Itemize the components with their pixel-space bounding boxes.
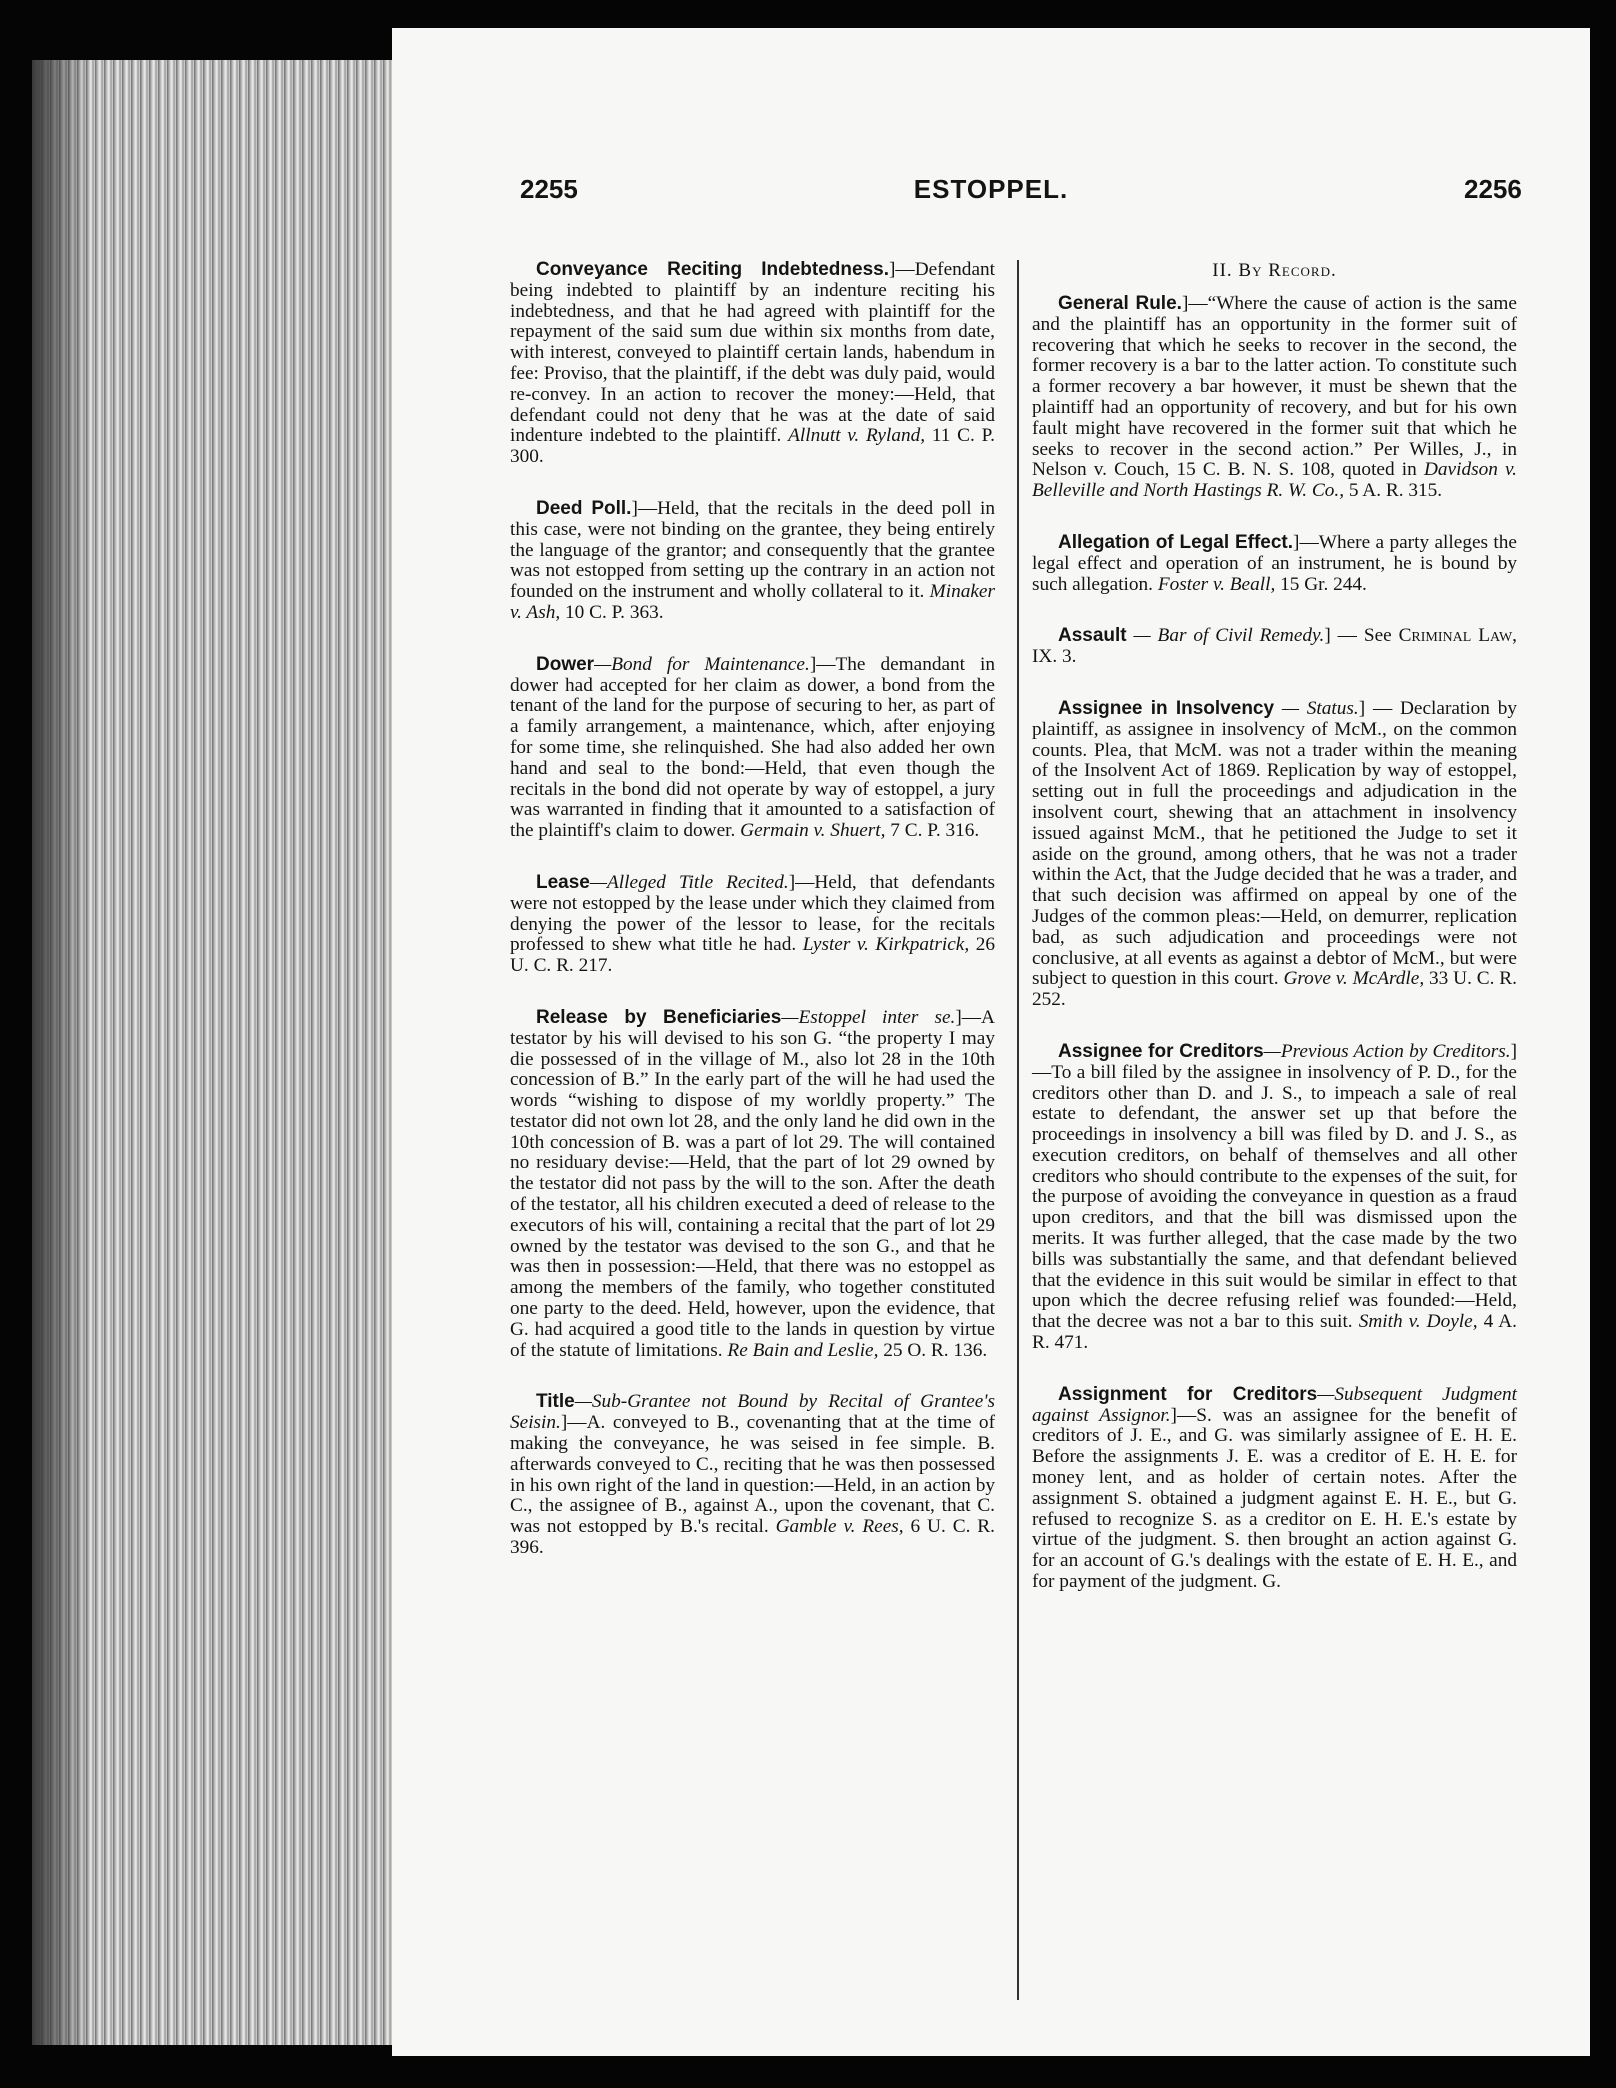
entry-text: ]—Where a party alleges the legal effect and operation of an instrument, he is bound by such allegation. xyxy=(1032,531,1517,595)
digest-entry xyxy=(510,260,995,468)
entry-subheading: — Bar of Civil Remedy. xyxy=(1126,625,1325,647)
case-citation: Lyster v. Kirkpatrick, xyxy=(802,934,970,956)
entry-heading: Deed Poll. xyxy=(536,497,632,519)
case-citation: Gamble v. Rees, xyxy=(775,1516,904,1538)
running-head xyxy=(392,174,1590,214)
entry-text: ]—A testator by his will devised to his son G. “the property I may die possessed of in the village of M., also lot 28 in the 10th concession of B.” In the early part of the will he had used the words “wishing to dispose of my worldly property.” The testator did not own lot 28, and the only land he did own in the 10th concession of B. was a part of lot 29. The will contained no residuary devise:—Held, that the part of lot 29 owned by the testator did not pass by the will to the son. After the death of the testator, all his children executed a deed of release to the executors of his will, containing a recital that the part of lot 29 owned by the testator was devised to the son G., and that he was then in possession:—Held, that there was no estoppel as among the members of the family, who together constituted one party to the deed. Held, however, upon the evidence, that G. had acquired a good title to the lands in question by virtue of the statute of limitations. xyxy=(510,1006,995,1361)
digest-entry xyxy=(1032,533,1517,595)
case-citation: Davidson v. Belleville and North Hastings R. W. Co., xyxy=(1032,459,1517,502)
digest-entry xyxy=(510,873,995,977)
report-reference: 33 U. C. R. 252. xyxy=(1032,968,1517,1011)
entry-heading: Dower xyxy=(536,653,595,675)
case-citation: Minaker v. Ash, xyxy=(510,581,995,623)
report-reference: 6 U. C. R. 396. xyxy=(510,1516,995,1559)
entry-subheading: — Status. xyxy=(1274,697,1359,719)
digest-entry xyxy=(1032,1042,1517,1354)
case-citation: Foster v. Beall, xyxy=(1157,573,1276,595)
digest-entry xyxy=(510,499,995,624)
cross-reference: Criminal Law, IX. 3. xyxy=(1032,625,1517,668)
digest-entry xyxy=(1032,1385,1517,1593)
entry-subheading: —Previous Action by Creditors. xyxy=(1263,1040,1511,1062)
entry-text: ]—To a bill filed by the assignee in insolvency of P. D., for the creditors other than D. and J. S., to impeach a sale of real estate to defendant, the answer set up that before the proceedings in insolvency a bill was filed by D. and J. S., as execution creditors, on behalf of themselves and all other creditors who should contribute to the expenses of the suit, for the purpose of avoiding the conveyance in question as a fraud upon creditors, and that the bill was dismissed upon the merits. It was further alleged, that the case made by the two bills was substantially the same, and that defendant believed that the evidence in this suit would be similar in effect to that upon which the decree refusing relief was founded:—Held, that the decree was not a bar to this suit. xyxy=(1032,1040,1517,1333)
report-reference: 15 Gr. 244. xyxy=(1275,573,1367,595)
entry-heading: Allegation of Legal Effect. xyxy=(1058,531,1294,553)
entry-heading: Assault xyxy=(1058,625,1127,647)
case-citation: Re Bain and Leslie, xyxy=(727,1339,879,1361)
entry-text: ]—A. conveyed to B., covenanting that at the time of making the conveyance, he was seised in fee simple. B. afterwards conveyed to C., reciting that he was then possessed in his own right of the land in question:—Held, in an action by C., the assignee of B., against A., upon the covenant, that C. was not estopped by B.'s recital. xyxy=(510,1412,995,1538)
case-citation: Allnutt v. Ryland, xyxy=(788,425,926,447)
entry-heading: General Rule. xyxy=(1058,293,1182,314)
page-number-left: 2255 xyxy=(520,174,578,204)
entry-text: ]—The demandant in dower had accepted for her claim as dower, a bond from the tenant of the land for the purpose of securing to her, as part of a family arrangement, a maintenance, which, after enjoying for some time, she relinquished. She had also added her own hand and seal to the bond:—Held, that even though the recitals in the bond did not operate by way of estoppel, a jury was warranted in finding that it amounted to a satisfaction of the plaintiff's claim to dower. xyxy=(510,653,995,842)
digest-entry xyxy=(510,655,995,842)
entry-subheading: —Alleged Title Recited. xyxy=(589,871,789,893)
book-spine-shadow xyxy=(32,60,92,2045)
entry-heading: Title xyxy=(536,1391,575,1413)
entry-subheading: —Sub-Grantee not Bound by Recital of Grantee's Seisin. xyxy=(510,1391,995,1434)
entry-subheading: —Bond for Maintenance. xyxy=(594,653,810,675)
entry-subheading: —Estoppel inter se. xyxy=(781,1006,956,1028)
case-citation: Germain v. Shuert, xyxy=(740,820,886,842)
digest-entry xyxy=(1032,294,1517,502)
entry-text: ] — Declaration by plaintiff, as assignee in insolvency of McM., on the common counts. Plea, that McM. was not a trader within the meaning of the Insolvent Act of 1869. Replication by way of estoppel, setting out in full the proceedings and adjudication in the insolvent court, shewing that an attachment in insolvency issued against McM., that he petitioned the Judge to set it aside on the ground, among others, that he was not a trader within the Act, that the Judge decided that he was a trader, and that such decision was affirmed on appeal by one of the Judges of the common pleas:—Held, on demurrer, replication bad, as such adjudication and proceedings were not conclusive, at all events as against a debtor of McM., but were subject to question in this court. xyxy=(1032,697,1517,990)
report-reference: 11 C. P. 300. xyxy=(510,425,995,468)
report-reference: 10 C. P. 363. xyxy=(560,601,664,623)
digest-entry xyxy=(510,1008,995,1362)
right-column xyxy=(1032,260,1517,1624)
section-heading: II. By Record. xyxy=(1212,260,1337,281)
entry-subheading: —Subsequent Judgment against Assignor. xyxy=(1032,1383,1517,1426)
entry-text: ]—Held, that the recitals in the deed poll in this case, were not binding on the grantee, they being entirely the language of the grantor; and consequently that the grantee was not estopped from setting up the contrary in an action not founded on the instrument and wholly collateral to it. xyxy=(510,497,995,603)
left-column xyxy=(510,260,995,1590)
digest-entry xyxy=(1032,699,1517,1011)
entry-heading: Assignment for Creditors xyxy=(1058,1383,1318,1405)
entry-heading: Assignee for Creditors xyxy=(1058,1040,1264,1062)
entry-heading: Assignee in Insolvency xyxy=(1058,697,1275,719)
entry-text: ]—S. was an assignee for the benefit of creditors of J. E., and G. was similarly assignee of E. H. E. Before the assignments J. E. was a creditor of E. H. E. for money lent, and as holder of certain notes. After the assignment S. obtained a judgment against E. H. E., but G. refused to recognize S. as a creditor on E. H. E.'s estate by virtue of the judgment. S. then brought an action against G. for an account of G.'s dealings with the estate of E. H. E., and for payment of the judgment. G. xyxy=(1032,1404,1517,1593)
entry-heading: Conveyance Reciting Indebtedness. xyxy=(536,259,889,280)
entry-text: ]—“Where the cause of action is the same and the plaintiff has an opportunity in the former suit of recovering that which he seeks to recover in the second, the former recovery is a bar to the latter action. To constitute such a former recovery a bar however, it must be shewn that the plaintiff had an opportunity of recovery, and but for his own fault might have recovered in the former suit that which he seeks to recover in the second action.” Per Willes, J., in Nelson v. Couch, 15 C. B. N. S. 108, quoted in xyxy=(1032,293,1517,481)
report-reference: 5 A. R. 315. xyxy=(1344,480,1443,502)
digest-entry xyxy=(510,1392,995,1558)
report-reference: 26 U. C. R. 217. xyxy=(510,934,995,977)
report-reference: 25 O. R. 136. xyxy=(878,1339,988,1361)
entry-text: ]—Held, that defendants were not estopped by the lease under which they claimed from denying the power of the lessor to lease, for the recitals professed to shew what title he had. xyxy=(510,871,996,956)
page-number-right: 2256 xyxy=(1464,174,1522,204)
case-citation: Smith v. Doyle, xyxy=(1358,1311,1478,1333)
entry-text: ] — See xyxy=(1324,625,1392,647)
entry-heading: Release by Beneficiaries xyxy=(536,1006,782,1028)
running-title: ESTOPPEL. xyxy=(913,174,1069,204)
entry-text: ]—Defendant being indebted to plaintiff by an indenture reciting his indebtedness, and that he had agreed with plaintiff for the repayment of the said sum due within six months from date, with interest, conveyed to plaintiff certain lands, habendum in fee: Proviso, that the plaintiff, if the debt was duly paid, would re-convey. In an action to recover the money:—Held, that defendant could not deny that he was at the date of said indenture indebted to the plaintiff. xyxy=(510,259,995,447)
digest-entry xyxy=(1032,626,1517,668)
entry-heading: Lease xyxy=(536,871,590,893)
report-reference: 4 A. R. 471. xyxy=(1032,1311,1517,1354)
report-reference: 7 C. P. 316. xyxy=(885,820,980,842)
column-divider xyxy=(1017,260,1019,2000)
book-page xyxy=(392,28,1590,2056)
case-citation: Grove v. McArdle, xyxy=(1283,968,1425,990)
